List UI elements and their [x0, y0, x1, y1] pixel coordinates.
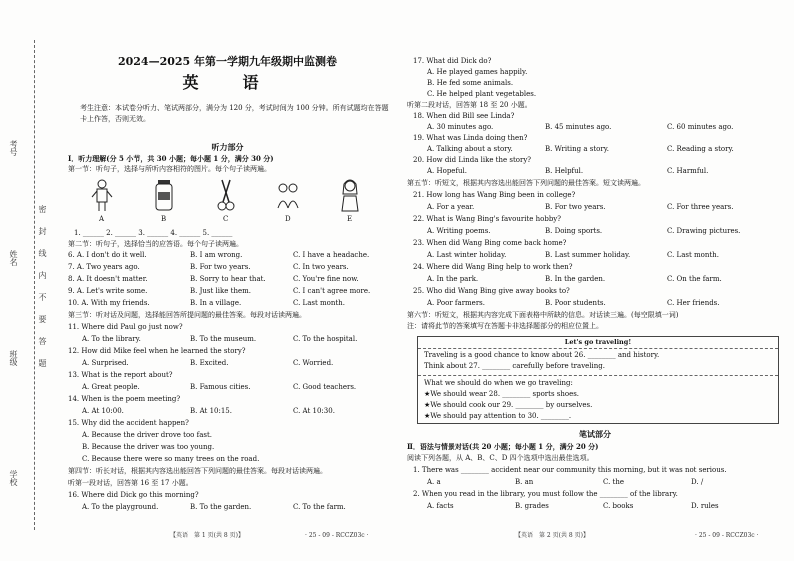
q24-b: B. In the garden. — [545, 275, 606, 283]
q11-a: A. To the library. — [82, 335, 141, 343]
q12-b: B. Excited. — [190, 359, 229, 367]
q23-a: A. Last winter holiday. — [427, 251, 507, 259]
q24-a: A. In the park. — [427, 275, 479, 283]
q6-a: 6. A. I don't do it well. — [68, 251, 147, 259]
q23-stem: 23. When did Wang Bing come back home? — [413, 239, 567, 247]
exam-title: 2024—2025 年第一学期九年级期中监测卷 — [117, 55, 338, 68]
q17-c: C. He helped plant vegetables. — [427, 90, 537, 98]
q7-b: B. For two years. — [190, 263, 251, 271]
woman-icon — [338, 178, 362, 212]
blank-26[interactable]: Traveling is a good chance to know about 26. ________ and history. — [424, 351, 660, 359]
q8-a: 8. A. It doesn't matter. — [68, 275, 148, 283]
sec4-sub: 听第一段对话，回答第 16 至 17 小题。 — [68, 479, 193, 487]
q21-c: C. For three years. — [667, 203, 734, 211]
person-speaking-icon — [90, 178, 114, 212]
blank-27[interactable]: Think about 27. ________ carefully before traveling. — [424, 362, 605, 370]
q13-stem: 13. What is the report about? — [68, 371, 173, 379]
scissors-icon — [214, 178, 238, 212]
q8-b: B. Sorry to hear that. — [190, 275, 266, 283]
q20-b: B. Helpful. — [545, 167, 584, 175]
q20-a: A. Hopeful. — [427, 167, 468, 175]
w1-stem: 1. There was ________ accident near our community this morning, but it was not serious. — [413, 466, 727, 474]
q16-a: A. To the playground. — [82, 503, 159, 511]
binding-strip — [0, 0, 58, 561]
q20-stem: 20. How did Linda like the story? — [413, 156, 532, 164]
q19-b: B. Writing a story. — [545, 145, 609, 153]
q15-b: B. Because the driver was too young. — [82, 443, 215, 451]
w1-a: A. a — [427, 478, 441, 486]
q25-stem: 25. Who did Wang Bing give away books to? — [413, 287, 570, 295]
q21-stem: 21. How long has Wang Bing been in college? — [413, 191, 576, 199]
q14-a: A. At 10:00. — [82, 407, 124, 415]
sec1-heading: 第一节：听句子，选择与所听内容相符的图片。每个句子读两遍。 — [68, 165, 271, 173]
q24-stem: 24. Where did Wang Bing help to work then? — [413, 263, 573, 271]
fill-table-title: Let's go traveling! — [564, 338, 632, 346]
q18-a: A. 30 minutes ago. — [427, 123, 494, 131]
q13-b: B. Famous cities. — [190, 383, 251, 391]
q9-c: C. I can't agree more. — [293, 287, 371, 295]
xuexiao-label: 学校 — [9, 470, 18, 486]
q9-b: B. Just like them. — [190, 287, 251, 295]
q13-c: C. Good teachers. — [293, 383, 357, 391]
q22-stem: 22. What is Wang Bing's favourite hobby? — [413, 215, 562, 223]
w1-c: C. the — [603, 478, 625, 486]
two-people-icon — [276, 178, 300, 212]
q14-stem: 14. When is the poem meeting? — [68, 395, 181, 403]
sec2-heading: 第二节：听句子，选择恰当的应答语。每个句子读两遍。 — [68, 240, 243, 248]
q15-c: C. Because there were so many trees on the road. — [82, 455, 260, 463]
q17-stem: 17. What did Dick do? — [413, 57, 492, 65]
q12-a: A. Surprised. — [82, 359, 129, 367]
w2-b: B. grades — [515, 502, 549, 510]
q7-a: 7. A. Two years ago. — [68, 263, 140, 271]
xingming-label: 姓名 — [9, 250, 18, 266]
q22-c: C. Drawing pictures. — [667, 227, 741, 235]
q18-stem: 18. When did Bill see Linda? — [413, 112, 515, 120]
part2-heading: Ⅱ．语法与情景对话(共 20 小题；每小题 1 分，满分 20 分) — [407, 442, 599, 451]
w1-d: D. / — [691, 478, 704, 486]
w2-stem: 2. When you read in the library, you must follow the ________ of the library. — [413, 490, 678, 498]
q11-b: B. To the museum. — [190, 335, 257, 343]
q20-c: C. Harmful. — [667, 167, 709, 175]
q22-a: A. Writing poems. — [427, 227, 491, 235]
blank-30[interactable]: ★We should pay attention to 30. ________. — [424, 412, 572, 420]
q19-c: C. Reading a story. — [667, 145, 734, 153]
q18-b: B. 45 minutes ago. — [545, 123, 612, 131]
q15-stem: 15. Why did the accident happen? — [68, 419, 189, 427]
kaohao-label: 考号 — [9, 140, 18, 156]
q6-c: C. I have a headache. — [293, 251, 370, 259]
pic-label-e: E — [347, 215, 353, 223]
q25-a: A. Poor farmers. — [427, 299, 485, 307]
seal-line — [34, 40, 35, 530]
footer-page1: 【英语 第 1 页(共 8 页)】 — [170, 532, 244, 539]
sec4c-heading: 听第二段对话，回答第 18 至 20 小题。 — [407, 101, 532, 109]
q11-c: C. To the hospital. — [293, 335, 358, 343]
blank-29[interactable]: ★We should cook our 29. ________ by ourselves. — [424, 401, 593, 409]
exam-note: 考生注意：本试卷分听力、笔试两部分，满分为 120 分，考试时间为 100 分钟。所有试题均在答题卡上作答，否则无效。 — [80, 104, 389, 123]
q18-c: C. 60 minutes ago. — [667, 123, 734, 131]
q13-a: A. Great people. — [82, 383, 140, 391]
footer-code2: · 25 - 09 - RCCZ03c · — [695, 532, 759, 539]
sec6-heading: 第六节：听短文，根据其内容完成下面表格中所缺的信息。对话读三遍。(每空限填一词) — [407, 311, 679, 319]
jar-icon — [152, 178, 176, 212]
q16-c: C. To the farm. — [293, 503, 346, 511]
banji-label: 班级 — [9, 350, 18, 366]
pic-label-a: A — [99, 215, 105, 223]
q22-b: B. Doing sports. — [545, 227, 603, 235]
q23-b: B. Last summer holiday. — [545, 251, 631, 259]
part1-heading: Ⅰ．听力理解(分 5 小节，共 30 小题；每小题 1 分，满分 30 分) — [68, 154, 274, 163]
q21-b: B. For two years. — [545, 203, 606, 211]
q14-b: B. At 10:15. — [190, 407, 232, 415]
w2-c: C. books — [603, 502, 634, 510]
w2-a: A. facts — [427, 502, 454, 510]
q24-c: C. On the farm. — [667, 275, 722, 283]
q21-a: A. For a year. — [427, 203, 475, 211]
pic-label-d: D — [285, 215, 291, 223]
sec5-heading: 第五节：听短文，根据其内容选出能回答下列问题的最佳答案。短文读两遍。 — [407, 179, 645, 187]
q12-stem: 12. How did Mike feel when he learned the story? — [68, 347, 246, 355]
q10-b: B. In a village. — [190, 299, 242, 307]
sec6-note: 注：请将此节的答案填写在答题卡非选择题部分的相应位置上。 — [407, 322, 603, 330]
q10-a: 10. A. With my friends. — [68, 299, 150, 307]
table-subhead: What we should do when we go traveling: — [424, 379, 573, 387]
q12-c: C. Worried. — [293, 359, 334, 367]
pic-label-b: B — [161, 215, 167, 223]
q25-b: B. Poor students. — [545, 299, 606, 307]
q17-b: B. He fed some animals. — [427, 79, 514, 87]
w2-d: D. rules — [691, 502, 719, 510]
fill-table — [417, 336, 779, 424]
picture-row — [80, 178, 400, 228]
sec7-heading: 阅读下列各题，从 A、B、C、D 四个选项中选出最佳选项。 — [407, 454, 594, 462]
subject-title: 英 语 — [182, 73, 273, 92]
q7-c: C. In two years. — [293, 263, 349, 271]
blank-28[interactable]: ★We should wear 28. ________ sports shoes. — [424, 390, 580, 398]
q6-b: B. I am wrong. — [190, 251, 243, 259]
q19-stem: 19. What was Linda doing then? — [413, 134, 528, 142]
table-divider — [418, 375, 778, 376]
q11-stem: 11. Where did Paul go just now? — [68, 323, 183, 331]
sec4-heading: 第四节：听长对话，根据其内容选出能回答下列问题的最佳答案。每段对话读两遍。 — [68, 467, 327, 475]
q17-a: A. He played games happily. — [427, 68, 528, 76]
listening-title: 听力部分 — [211, 142, 244, 152]
seal-text: 密封线内不要答题 — [38, 205, 47, 381]
q19-a: A. Talking about a story. — [427, 145, 513, 153]
q16-stem: 16. Where did Dick go this morning? — [68, 491, 199, 499]
footer-page2: 【英语 第 2 页(共 8 页)】 — [515, 532, 589, 539]
w1-b: B. an — [515, 478, 534, 486]
q15-a: A. Because the driver drove too fast. — [82, 431, 213, 439]
q25-c: C. Her friends. — [667, 299, 720, 307]
q14-c: C. At 10:30. — [293, 407, 335, 415]
q8-c: C. You're fine now. — [293, 275, 359, 283]
sec3-heading: 第三节：听对话及问题，选择能回答所提问题的最佳答案。每段对话读两遍。 — [68, 311, 306, 319]
answer-blanks: 1. ______ 2. ______ 3. ______ 4. ______ 5. ______ — [74, 229, 233, 237]
q16-b: B. To the garden. — [190, 503, 252, 511]
q23-c: C. Last month. — [667, 251, 719, 259]
written-title: 笔试部分 — [579, 429, 611, 439]
pic-label-c: C — [223, 215, 229, 223]
footer-code1: · 25 - 09 - RCCZ03c · — [305, 532, 369, 539]
q10-c: C. Last month. — [293, 299, 345, 307]
q9-a: 9. A. Let's write some. — [68, 287, 148, 295]
table-divider — [418, 348, 778, 349]
